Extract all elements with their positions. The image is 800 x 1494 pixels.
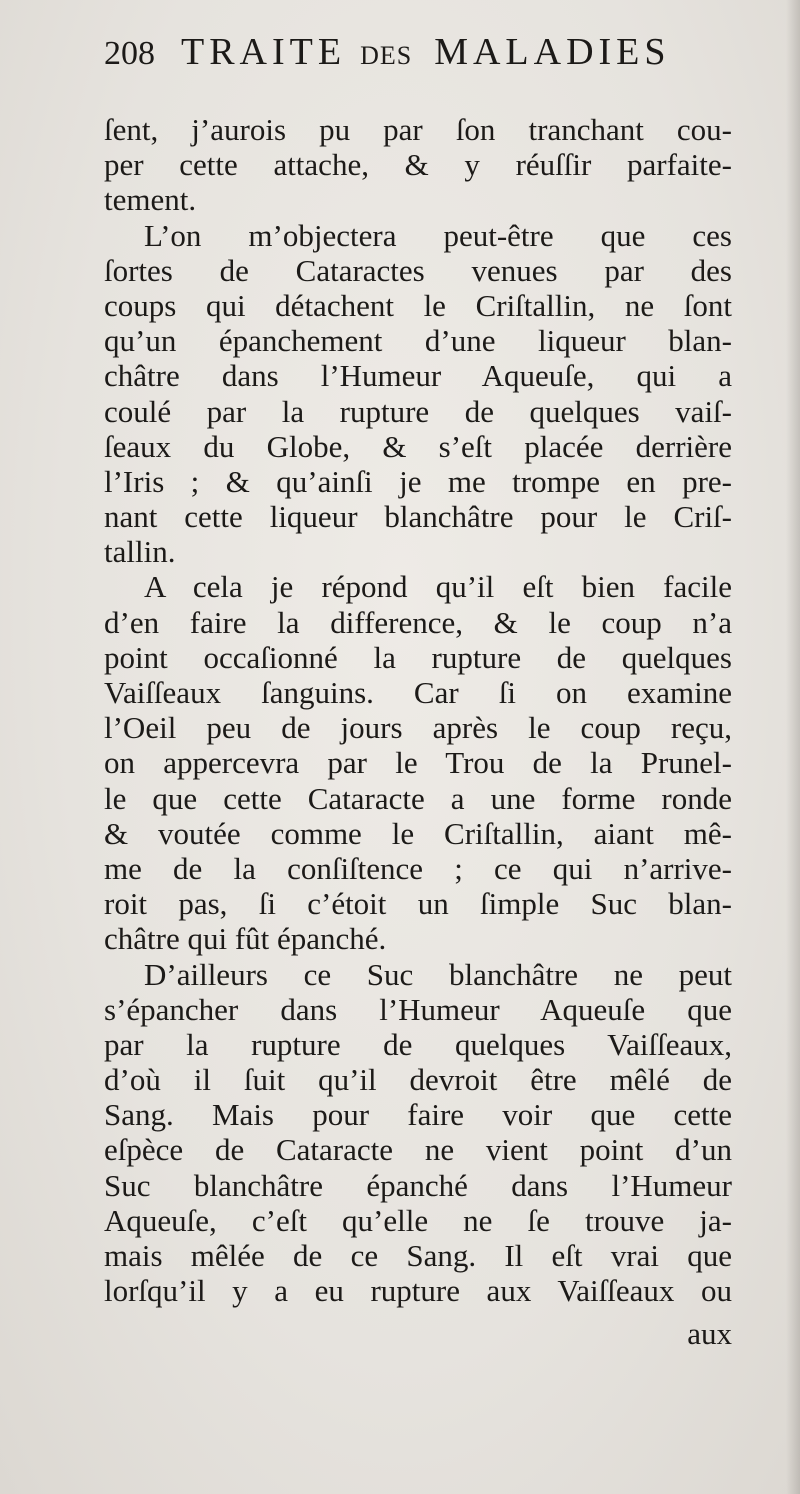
paragraph [104, 957, 732, 1309]
text-line: per cette attache, & y réuſſir parfaite- [104, 147, 732, 183]
text-line: le que cette Cataracte a une forme ronde [104, 780, 732, 816]
text-line: me de la conſiſtence ; ce qui n’arrive- [104, 850, 732, 886]
text-line: Sang. Mais pour faire voir que cette [104, 1097, 732, 1133]
text-line: eſpèce de Cataracte ne vient point d’un [104, 1132, 732, 1168]
text-line: on appercevra par le Trou de la Prunel- [104, 745, 732, 781]
text-line: par la rupture de quelques Vaiſſeaux, [104, 1026, 732, 1062]
text-line: A cela je répond qu’il eſt bien facile [144, 569, 732, 605]
catchword: aux [687, 1316, 732, 1351]
running-header [104, 30, 704, 80]
text-line: Aqueuſe, c’eſt qu’elle ne ſe trouve ja- [104, 1202, 732, 1238]
text-line: l’Oeil peu de jours après le coup reçu, [104, 710, 732, 746]
text-line: s’épancher dans l’Humeur Aqueuſe que [104, 991, 732, 1027]
text-line: châtre qui fût épanché. [104, 921, 387, 957]
text-line: nant cette liqueur blanchâtre pour le Criſ- [104, 499, 732, 535]
text-line: Vaiſſeaux ſanguins. Car ſi on examine [104, 675, 732, 710]
text-line: lorſqu’il y a eu rupture aux Vaiſſeaux ou [104, 1273, 732, 1309]
text-line: coups qui détachent le Criſtallin, ne ſont [104, 287, 732, 323]
text-line: ſent, j’aurois pu par ſon tranchant cou- [104, 112, 732, 147]
paragraph [104, 112, 732, 218]
text-line: roit pas, ſi c’étoit un ſimple Suc blan- [104, 886, 732, 922]
text-line: l’Iris ; & qu’ainſi je me trompe en pre- [104, 463, 732, 499]
text-line: D’ailleurs ce Suc blanchâtre ne peut [144, 956, 732, 992]
text-line: & voutée comme le Criſtallin, aiant mê- [104, 815, 732, 851]
paragraph [104, 569, 732, 956]
text-line: L’on m’objectera peut-être que ces [144, 217, 732, 253]
text-line: coulé par la rupture de quelques vaiſ- [104, 393, 732, 429]
text-line: d’où il ſuit qu’il devroit être mêlé de [104, 1062, 732, 1098]
text-line: d’en faire la difference, & le coup n’a [104, 604, 732, 640]
text-line: ſeaux du Globe, & s’eſt placée derrière [104, 428, 732, 464]
text-line: châtre dans l’Humeur Aqueuſe, qui a [104, 358, 732, 394]
running-title-part-1: TRAITE [181, 31, 347, 73]
page-edge-shadow [786, 0, 800, 1494]
text-line: tallin. [104, 534, 176, 570]
text-line: ſortes de Cataractes venues par des [104, 252, 732, 288]
paragraph [104, 218, 732, 570]
text-line: tement. [104, 182, 197, 218]
page-number: 208 [104, 35, 155, 72]
text-line: qu’un épanchement d’une liqueur blan- [104, 323, 732, 359]
text-line: mais mêlée de ce Sang. Il eſt vrai que [104, 1238, 732, 1273]
text-line: point occaſionné la rupture de quelques [104, 639, 732, 675]
running-title-part-2: DES [360, 41, 413, 70]
running-title-part-3: MALADIES [434, 31, 671, 73]
body-text [104, 112, 732, 1308]
text-line: Suc blanchâtre épanché dans l’Humeur [104, 1167, 732, 1203]
